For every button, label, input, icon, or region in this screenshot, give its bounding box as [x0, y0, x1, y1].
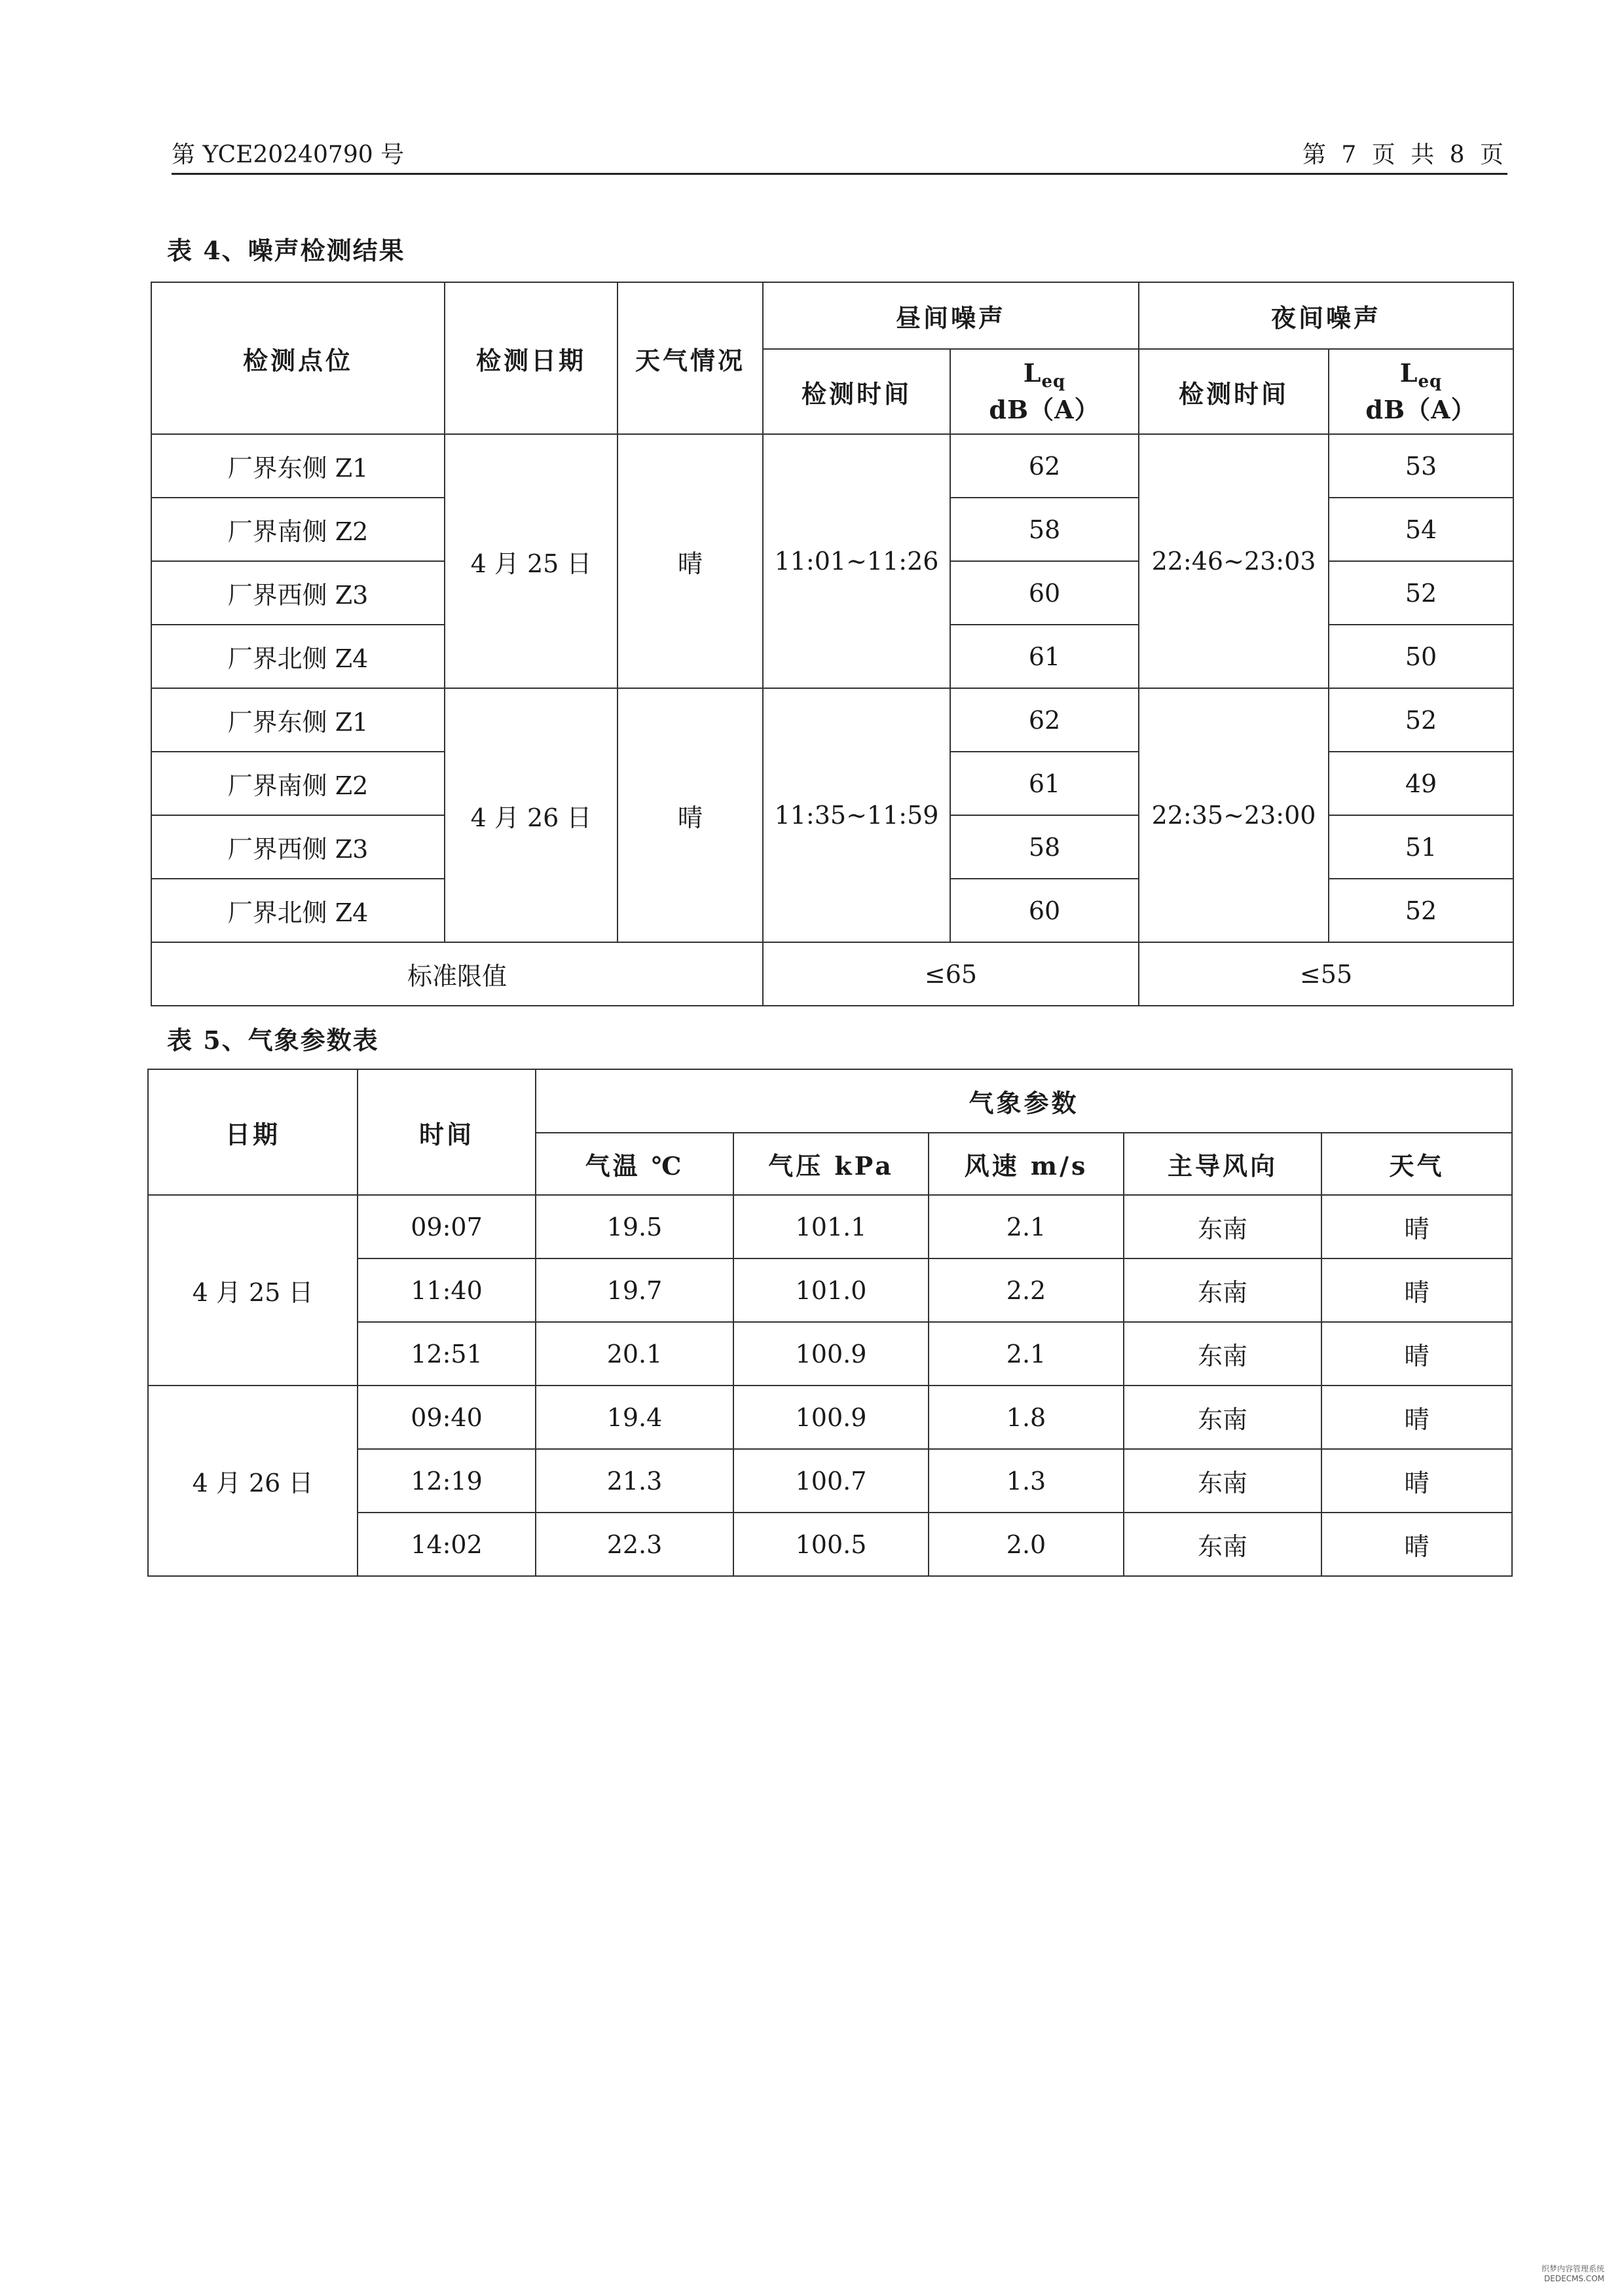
direction-cell: 东南 [1124, 1195, 1321, 1258]
date-cell: 4 月 25 日 [148, 1195, 358, 1386]
pressure-cell: 100.5 [733, 1513, 929, 1576]
col-header-params: 气象参数 [536, 1069, 1512, 1133]
day-leq-cell: 60 [950, 879, 1139, 942]
weather-cell: 晴 [1321, 1195, 1512, 1258]
weather-params-table [147, 1069, 1513, 1577]
pressure-cell: 100.7 [733, 1449, 929, 1513]
col-header-day-time: 检测时间 [763, 349, 950, 434]
date-cell: 4 月 25 日 [445, 434, 618, 688]
day-leq-cell: 58 [950, 815, 1139, 879]
temp-cell: 21.3 [536, 1449, 733, 1513]
col-header-day-leq [950, 349, 1139, 434]
pressure-cell: 101.1 [733, 1195, 929, 1258]
temp-cell: 19.5 [536, 1195, 733, 1258]
col-header-weather: 天气情况 [618, 282, 763, 434]
time-cell: 11:40 [358, 1258, 536, 1322]
direction-cell: 东南 [1124, 1449, 1321, 1513]
point-cell: 厂界北侧 Z4 [151, 625, 445, 688]
night-leq-cell: 52 [1329, 688, 1513, 752]
pressure-cell: 100.9 [733, 1322, 929, 1386]
time-cell: 14:02 [358, 1513, 536, 1576]
point-cell: 厂界西侧 Z3 [151, 561, 445, 625]
point-cell: 厂界东侧 Z1 [151, 434, 445, 498]
weather-cell: 晴 [1321, 1258, 1512, 1322]
wind-cell: 2.1 [929, 1322, 1124, 1386]
col-header-point: 检测点位 [151, 282, 445, 434]
night-leq-cell: 52 [1329, 879, 1513, 942]
page-number: 第 7 页 共 8 页 [1302, 141, 1507, 168]
night-leq-cell: 49 [1329, 752, 1513, 815]
wind-cell: 2.0 [929, 1513, 1124, 1576]
day-leq-cell: 62 [950, 434, 1139, 498]
weather-cell: 晴 [1321, 1322, 1512, 1386]
temp-cell: 19.7 [536, 1258, 733, 1322]
direction-cell: 东南 [1124, 1386, 1321, 1449]
leq-symbol: L [1399, 358, 1418, 388]
col-header-weather: 天气 [1321, 1133, 1512, 1195]
date-cell: 4 月 26 日 [148, 1386, 358, 1576]
col-header-night-noise: 夜间噪声 [1139, 282, 1513, 349]
col-header-temperature: 气温 ℃ [536, 1133, 733, 1195]
wind-cell: 1.8 [929, 1386, 1124, 1449]
weather-cell: 晴 [1321, 1513, 1512, 1576]
wind-cell: 2.1 [929, 1195, 1124, 1258]
noise-results-table [151, 282, 1514, 1006]
time-cell: 12:19 [358, 1449, 536, 1513]
night-time-cell: 22:46~23:03 [1139, 434, 1329, 688]
table-row [148, 1386, 1512, 1449]
page-header [172, 131, 1507, 175]
col-header-wind-speed: 风速 m/s [929, 1133, 1124, 1195]
point-cell: 厂界北侧 Z4 [151, 879, 445, 942]
wind-cell: 1.3 [929, 1449, 1124, 1513]
leq-symbol: L [1023, 358, 1042, 388]
day-leq-cell: 60 [950, 561, 1139, 625]
table5-caption: 表 5、气象参数表 [167, 1025, 379, 1055]
col-header-night-leq [1329, 349, 1513, 434]
direction-cell: 东南 [1124, 1258, 1321, 1322]
leq-unit: dB（A） [989, 395, 1100, 425]
point-cell: 厂界西侧 Z3 [151, 815, 445, 879]
point-cell: 厂界南侧 Z2 [151, 752, 445, 815]
day-time-cell: 11:01~11:26 [763, 434, 950, 688]
date-cell: 4 月 26 日 [445, 688, 618, 942]
day-leq-cell: 62 [950, 688, 1139, 752]
leq-subscript: eq [1418, 372, 1443, 392]
limit-row [151, 942, 1513, 1006]
col-header-date: 日期 [148, 1069, 358, 1195]
table-row [151, 688, 1513, 752]
weather-cell: 晴 [618, 688, 763, 942]
leq-unit: dB（A） [1365, 395, 1477, 425]
col-header-night-time: 检测时间 [1139, 349, 1329, 434]
weather-cell: 晴 [1321, 1449, 1512, 1513]
limit-day: ≤65 [763, 942, 1139, 1006]
day-time-cell: 11:35~11:59 [763, 688, 950, 942]
col-header-wind-direction: 主导风向 [1124, 1133, 1321, 1195]
night-leq-cell: 52 [1329, 561, 1513, 625]
table4-caption: 表 4、噪声检测结果 [167, 236, 405, 265]
col-header-pressure: 气压 kPa [733, 1133, 929, 1195]
table-row [148, 1195, 1512, 1258]
limit-night: ≤55 [1139, 942, 1513, 1006]
direction-cell: 东南 [1124, 1322, 1321, 1386]
weather-cell: 晴 [618, 434, 763, 688]
time-cell: 09:40 [358, 1386, 536, 1449]
pressure-cell: 101.0 [733, 1258, 929, 1322]
temp-cell: 19.4 [536, 1386, 733, 1449]
night-leq-cell: 51 [1329, 815, 1513, 879]
col-header-time: 时间 [358, 1069, 536, 1195]
col-header-date: 检测日期 [445, 282, 618, 434]
limit-label: 标准限值 [151, 942, 763, 1006]
watermark-line1: 织梦内容管理系统 [1541, 2264, 1604, 2274]
report-number: 第 YCE20240790 号 [172, 141, 405, 168]
weather-cell: 晴 [1321, 1386, 1512, 1449]
day-leq-cell: 58 [950, 498, 1139, 561]
temp-cell: 22.3 [536, 1513, 733, 1576]
point-cell: 厂界南侧 Z2 [151, 498, 445, 561]
night-leq-cell: 54 [1329, 498, 1513, 561]
direction-cell: 东南 [1124, 1513, 1321, 1576]
point-cell: 厂界东侧 Z1 [151, 688, 445, 752]
time-cell: 12:51 [358, 1322, 536, 1386]
night-leq-cell: 53 [1329, 434, 1513, 498]
col-header-day-noise: 昼间噪声 [763, 282, 1139, 349]
night-leq-cell: 50 [1329, 625, 1513, 688]
pressure-cell: 100.9 [733, 1386, 929, 1449]
temp-cell: 20.1 [536, 1322, 733, 1386]
night-time-cell: 22:35~23:00 [1139, 688, 1329, 942]
watermark-line2: DEDECMS.COM [1544, 2273, 1604, 2283]
leq-subscript: eq [1041, 372, 1066, 392]
table-row [151, 434, 1513, 498]
day-leq-cell: 61 [950, 752, 1139, 815]
day-leq-cell: 61 [950, 625, 1139, 688]
watermark [1526, 2264, 1604, 2283]
wind-cell: 2.2 [929, 1258, 1124, 1322]
time-cell: 09:07 [358, 1195, 536, 1258]
